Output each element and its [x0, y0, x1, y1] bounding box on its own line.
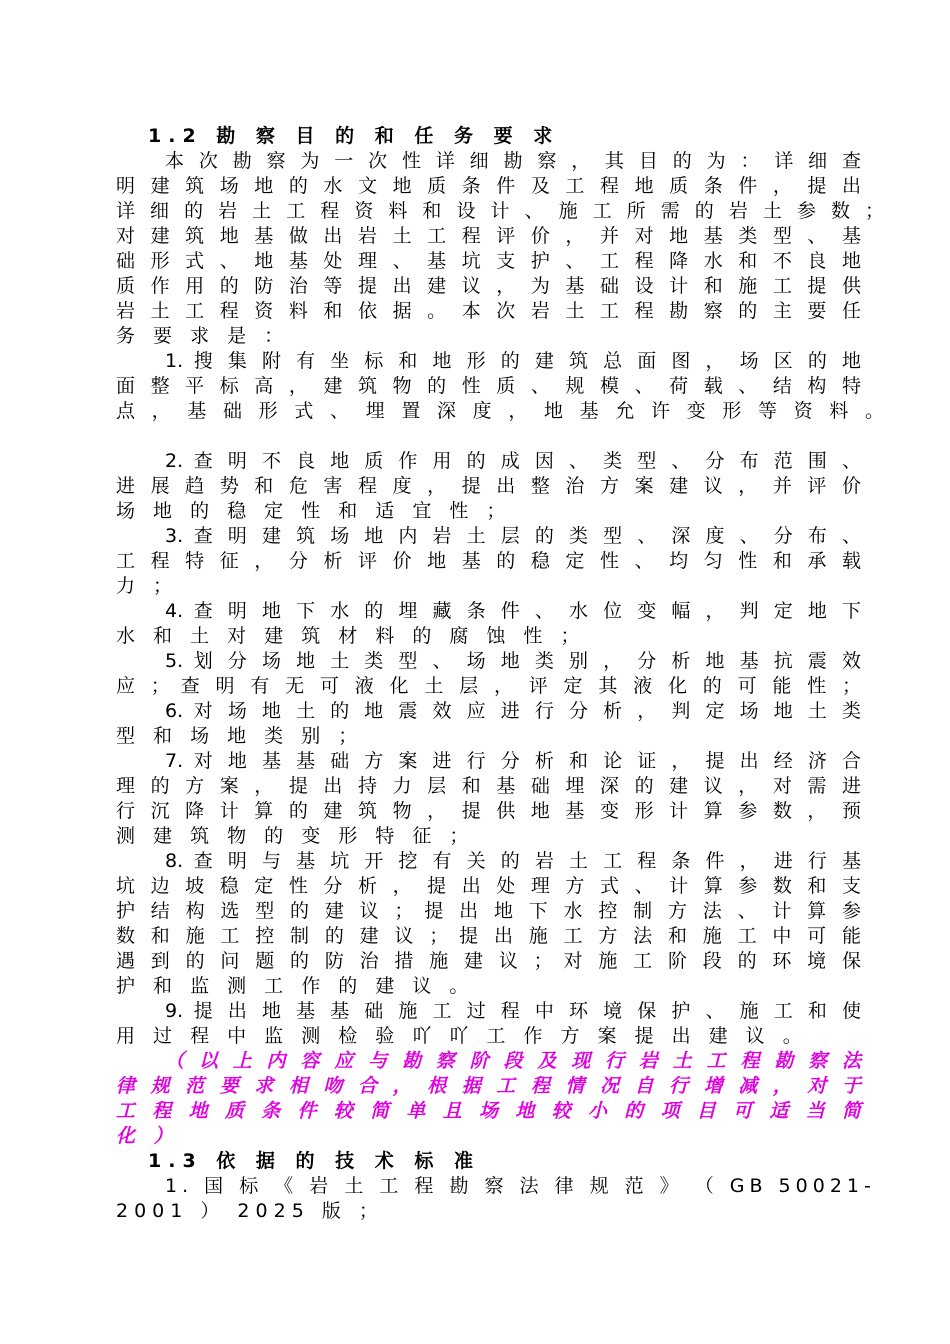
intro-line-5: 础 形 式 、 地 基 处 理 、 基 坑 支 护 、 工 程 降 水 和 不 良 地	[116, 250, 861, 272]
note-line-1: （ 以 上 内 容 应 与 勘 察 阶 段 及 现 行 岩 土 工 程 勘 察 法	[165, 1050, 861, 1072]
item7-line-4: 测 建 筑 物 的 变 形 特 征 ；	[116, 825, 475, 847]
item8-line-3: 护 结 构 选 型 的 建 议 ； 提 出 地 下 水 控 制 方 法 、 计 算 参	[116, 900, 861, 922]
item8-line-1: 8. 查 明 与 基 坑 开 挖 有 关 的 岩 土 工 程 条 件 ， 进 行 基	[165, 850, 861, 872]
item8-line-6: 护 和 监 测 工 作 的 建 议 。	[116, 975, 475, 997]
item5-line-1: 5. 划 分 场 地 土 类 型 、 场 地 类 别 ， 分 析 地 基 抗 震 效	[165, 650, 861, 672]
item2-line-1: 2. 查 明 不 良 地 质 作 用 的 成 因 、 类 型 、 分 布 范 围 、	[165, 450, 861, 472]
intro-line-8: 务 要 求 是 ：	[116, 325, 290, 347]
standard-1-line-2: 2001 ） 2025 版 ；	[116, 1200, 384, 1222]
intro-line-3: 详 细 的 岩 土 工 程 资 料 和 设 计 、 施 工 所 需 的 岩 土 参 数 ；	[116, 200, 884, 222]
heading-1-2: 1.2 勘 察 目 的 和 任 务 要 求	[148, 125, 560, 147]
item8-line-2: 坑 边 坡 稳 定 性 分 析 ， 提 出 处 理 方 式 、 计 算 参 数 和 支	[116, 875, 861, 897]
item7-line-3: 行 沉 降 计 算 的 建 筑 物 ， 提 供 地 基 变 形 计 算 参 数 ， 预	[116, 800, 861, 822]
item4-line-2: 水 和 土 对 建 筑 材 料 的 腐 蚀 性 ；	[116, 625, 586, 647]
item5-line-2: 应 ； 查 明 有 无 可 液 化 土 层 ， 评 定 其 液 化 的 可 能 性 ；	[116, 675, 861, 697]
note-line-4: 化 ）	[116, 1125, 179, 1147]
heading-1-3: 1.3 依 据 的 技 术 标 准	[148, 1150, 480, 1172]
item6-line-1: 6. 对 场 地 土 的 地 震 效 应 进 行 分 析 ， 判 定 场 地 土 类	[165, 700, 861, 722]
item2-line-3: 场 地 的 稳 定 性 和 适 宜 性 ；	[116, 500, 512, 522]
item1-line-3: 点 ， 基 础 形 式 、 埋 置 深 度 ， 地 基 允 许 变 形 等 资 料 。	[116, 400, 884, 422]
item9-line-2: 用 过 程 中 监 测 检 验 吖 吖 工 作 方 案 提 出 建 议 。	[116, 1025, 808, 1047]
item7-line-1: 7. 对 地 基 基 础 方 案 进 行 分 析 和 论 证 ， 提 出 经 济 合	[165, 750, 861, 772]
item9-line-1: 9. 提 出 地 基 基 础 施 工 过 程 中 环 境 保 护 、 施 工 和 使	[165, 1000, 861, 1022]
intro-line-2: 明 建 筑 场 地 的 水 文 地 质 条 件 及 工 程 地 质 条 件 ， 提 出	[116, 175, 861, 197]
item3-line-2: 工 程 特 征 ， 分 析 评 价 地 基 的 稳 定 性 、 均 匀 性 和 承 载	[116, 550, 861, 572]
intro-line-7: 岩 土 工 程 资 料 和 依 据 。 本 次 岩 土 工 程 勘 察 的 主 要 任	[116, 300, 861, 322]
item8-line-4: 数 和 施 工 控 制 的 建 议 ； 提 出 施 工 方 法 和 施 工 中 可 能	[116, 925, 861, 947]
note-line-3: 工 程 地 质 条 件 较 简 单 且 场 地 较 小 的 项 目 可 适 当 简	[116, 1100, 861, 1122]
standard-1-line-1: 1. 国 标 《 岩 土 工 程 勘 察 法 律 规 范 》 （ GB 50021-	[165, 1175, 876, 1197]
item1-line-1: 1. 搜 集 附 有 坐 标 和 地 形 的 建 筑 总 面 图 ， 场 区 的 地	[165, 350, 861, 372]
item2-line-2: 进 展 趋 势 和 危 害 程 度 ， 提 出 整 治 方 案 建 议 ， 并 评 价	[116, 475, 861, 497]
intro-line-4: 对 建 筑 地 基 做 出 岩 土 工 程 评 价 ， 并 对 地 基 类 型 、 基	[116, 225, 861, 247]
item3-line-3: 力 ；	[116, 575, 179, 597]
item1-line-2: 面 整 平 标 高 ， 建 筑 物 的 性 质 、 规 模 、 荷 载 、 结 构 特	[116, 375, 861, 397]
item7-line-2: 理 的 方 案 ， 提 出 持 力 层 和 基 础 埋 深 的 建 议 ， 对 需 进	[116, 775, 861, 797]
item4-line-1: 4. 查 明 地 下 水 的 埋 藏 条 件 、 水 位 变 幅 ， 判 定 地 下	[165, 600, 861, 622]
intro-line-6: 质 作 用 的 防 治 等 提 出 建 议 ， 为 基 础 设 计 和 施 工 提 供	[116, 275, 861, 297]
item8-line-5: 遇 到 的 问 题 的 防 治 措 施 建 议 ； 对 施 工 阶 段 的 环 境 保	[116, 950, 861, 972]
item3-line-1: 3. 查 明 建 筑 场 地 内 岩 土 层 的 类 型 、 深 度 、 分 布 、	[165, 525, 861, 547]
item6-line-2: 型 和 场 地 类 别 ；	[116, 725, 364, 747]
note-line-2: 律 规 范 要 求 相 吻 合 ， 根 据 工 程 情 况 自 行 增 减 ， 对 于	[116, 1075, 861, 1097]
intro-line-1: 本 次 勘 察 为 一 次 性 详 细 勘 察 ， 其 目 的 为 ： 详 细 查	[165, 150, 861, 172]
